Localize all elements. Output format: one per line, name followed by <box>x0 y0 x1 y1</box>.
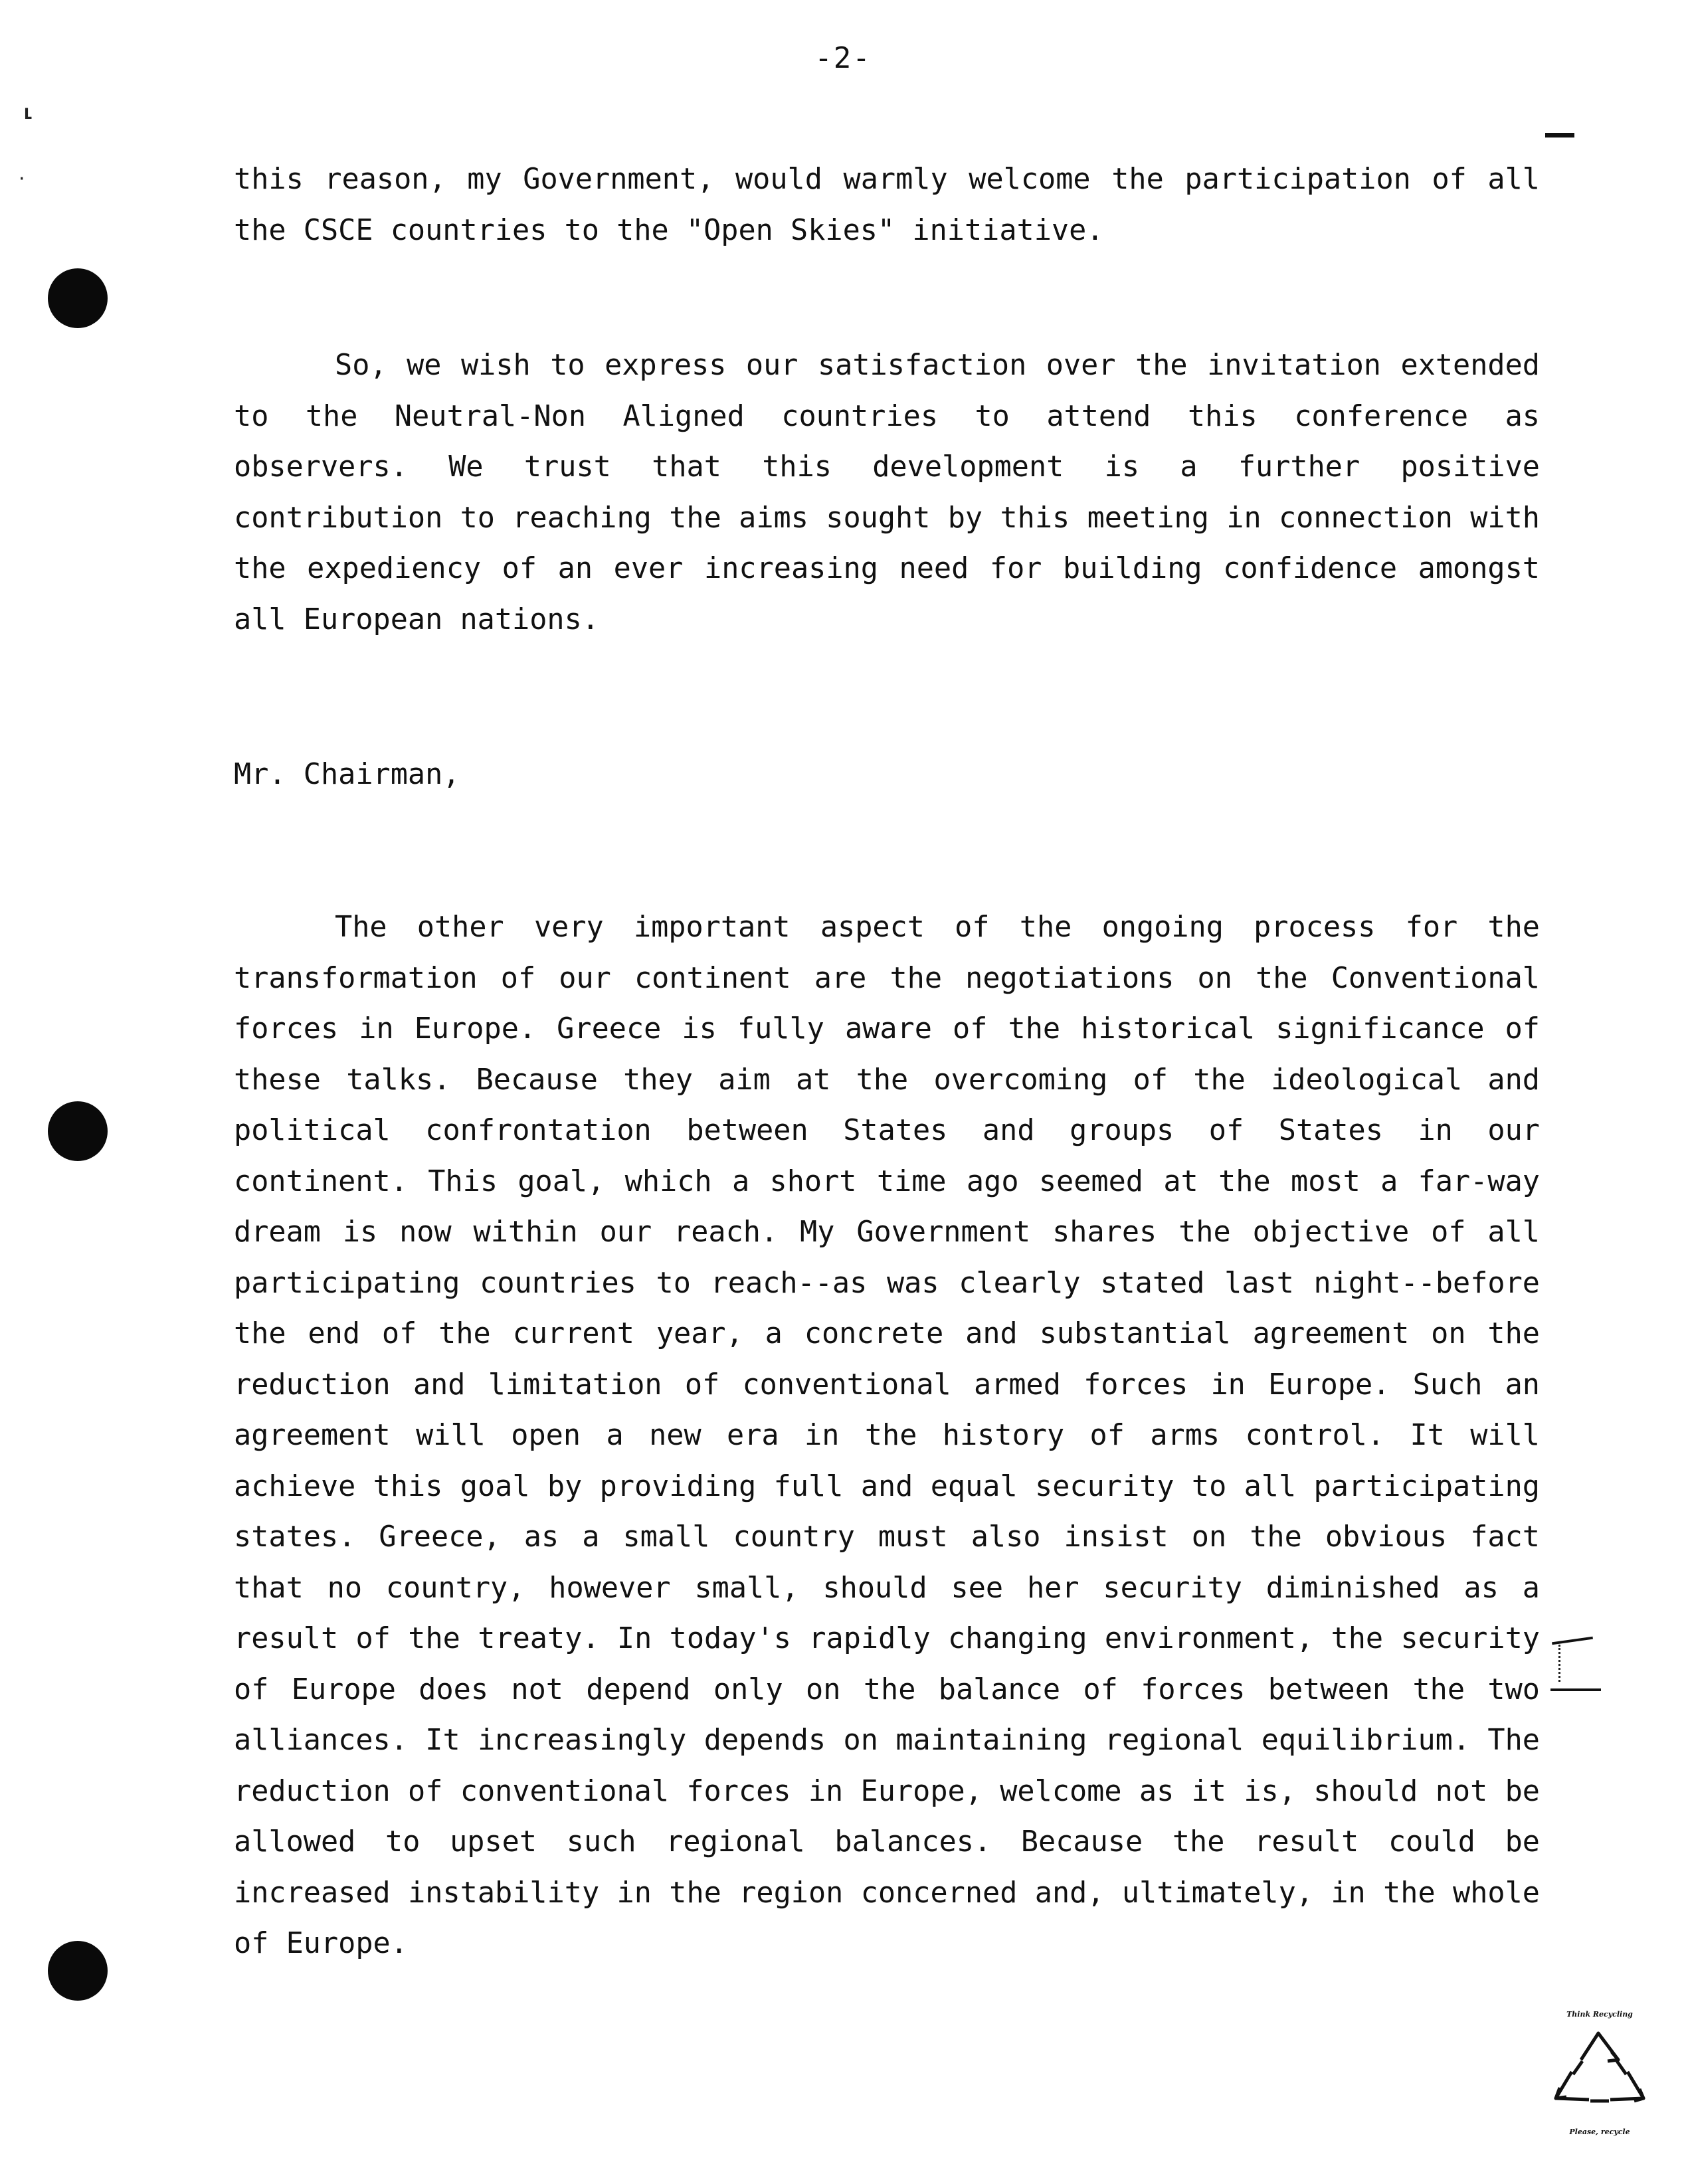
punch-hole-bottom <box>48 1941 108 2001</box>
recycle-logo <box>1540 2010 1659 2143</box>
margin-annotation-line <box>1550 1688 1601 1691</box>
margin-annotation-ticks <box>1558 1645 1563 1682</box>
page-number: -2- <box>814 41 872 75</box>
paragraph-open-skies: this reason, my Government, would warmly welcome the participation of all the CSCE countries to the "Open Skies" initiative. <box>234 163 1540 247</box>
recycle-bottom-text: Please, recycle <box>1569 2128 1630 2136</box>
scan-speck: · <box>19 167 25 191</box>
margin-dash-mark <box>1545 133 1574 137</box>
margin-annotation-line <box>1552 1637 1593 1645</box>
paragraph-neutral-non-aligned: So, we wish to express our satisfaction over the invitation extended to the Neutral-Non Aligned countries to attend this conference as observers. We trust that this development is a further positive contribution to reaching the aims sought by this meeting in connection with the expediency of an ever increasing need for building confidence amongst all European nations. <box>234 349 1540 636</box>
paragraph-conventional-forces: The other very important aspect of the ongoing process for the transformation of our continent are the negotiations on the Conventional forces in Europe. Greece is fully aware of the historical significance of these talks. Because they aim at the overcoming of the ideological and political confrontation between States and groups of States in our continent. This goal, which a short time ago seemed at the most a far-way dream is now within our reach. My Government shares the objective of all participating countries to reach--as was clearly stated last night--before the end of the current year, a concrete and substantial agreement on the reduction and limitation of conventional armed forces in Europe. Such an agreement will open a new era in the history of arms control. It will achieve this goal by providing full and equal security to all participating states. Greece, as a small country must also insist on the obvious fact that no country, however small, should see her security diminished as a result of the treaty. In today's rapidly changing environment, the security of Europe does not depend only on the balance of forces between the two alliances. It increasingly depends on maintaining regional equilibrium. The reduction of conventional forces in Europe, welcome as it is, should not be allowed to upset such regional balances. Because the result could be increased instability in the region concerned and, ultimately, in the whole of Europe. <box>234 911 1540 1960</box>
punch-hole-top <box>48 268 108 328</box>
scan-speck: ⸤ <box>23 86 35 122</box>
salutation: Mr. Chairman, <box>234 758 460 791</box>
punch-hole-middle <box>48 1101 108 1161</box>
recycle-icon <box>1540 2019 1659 2125</box>
recycle-top-text: Think Recycling <box>1566 2010 1633 2019</box>
